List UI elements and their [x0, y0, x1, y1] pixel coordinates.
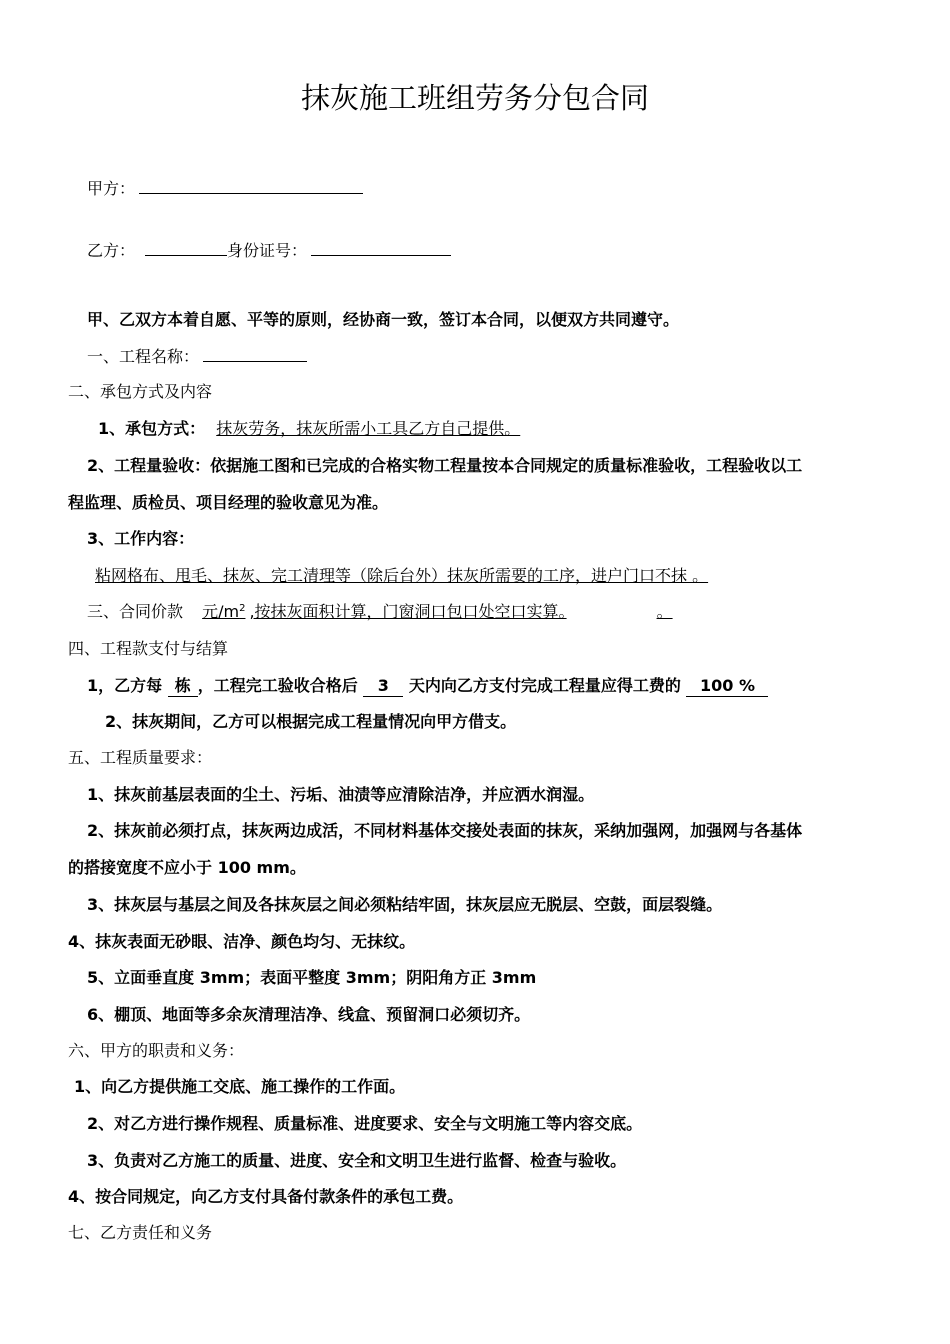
- section-5-heading: 五、工程质量要求：: [68, 748, 213, 767]
- section-5-item-6: 6、棚顶、地面等多余灰清理洁净、线盒、预留洞口必须切齐。: [87, 1005, 531, 1024]
- document-title: 抹灰施工班组劳务分包合同: [300, 81, 649, 115]
- party-a-line: [87, 177, 363, 200]
- section-5-item-4: 4、抹灰表面无砂眼、洁净、颜色均匀、无抹纹。: [68, 932, 416, 951]
- section-5-item-2-line2: 的搭接宽度不应小于 100 mm。: [68, 858, 306, 877]
- section-5-item-3: 3、抹灰层与基层之间及各抹灰层之间必须粘结牢固，抹灰层应无脱层、空鼓，面层裂缝。: [87, 895, 723, 914]
- payment-unit: 栋: [168, 676, 198, 697]
- section-2-item-1: [98, 418, 534, 440]
- section-3-line: [87, 601, 681, 623]
- id-number-blank[interactable]: [311, 239, 451, 256]
- price-value: ,按抹灰面积计算，门窗洞口包口处空口实算。: [249, 602, 567, 621]
- section-5-item-2-line1: 2、抹灰前必须打点，抹灰两边成活，不同材料基体交接处表面的抹灰，采纳加强网，加强网与各基体: [87, 821, 803, 840]
- id-label: 身份证号：: [227, 241, 308, 260]
- section-7-heading: 七、乙方责任和义务: [68, 1223, 213, 1242]
- section-2-item-2-line2: 程监理、质检员、项目经理的验收意见为准。: [68, 493, 389, 512]
- party-b-blank[interactable]: [145, 239, 227, 256]
- work-content-line: [87, 565, 722, 587]
- section-6-item-3: 3、负责对乙方施工的质量、进度、安全和文明卫生进行监督、检查与验收。: [87, 1151, 627, 1170]
- section-1-line: [87, 345, 307, 368]
- party-a-label: 甲方：: [87, 179, 136, 198]
- price-unit: 元$/m^2$: [202, 602, 246, 621]
- section-6-item-1: 1、向乙方提供施工交底、施工操作的工作面。: [74, 1077, 406, 1096]
- section-4-item-2: 2、抹灰期间，乙方可以根据完成工程量情况向甲方借支。: [105, 712, 517, 731]
- section-2-item-3-label: 3、工作内容：: [87, 529, 195, 548]
- section-2-heading: 二、承包方式及内容: [68, 382, 213, 401]
- section-6-item-4: 4、按合同规定，向乙方支付具备付款条件的承包工费。: [68, 1187, 464, 1206]
- section-5-item-1: 1、抹灰前基层表面的尘土、污垢、油渍等应清除洁净，并应洒水润湿。: [87, 785, 595, 804]
- payment-text-a: 1，乙方每: [87, 676, 163, 695]
- work-content-value: 粘网格布、甩毛、抹灰、完工清理等（除后台外）抹灰所需要的工序，进户门口不抹 。: [95, 566, 709, 585]
- payment-days: 3: [363, 676, 403, 697]
- project-name-blank[interactable]: [203, 345, 307, 362]
- section-6-heading: 六、甲方的职责和义务：: [68, 1041, 245, 1060]
- section-1-heading: 一、工程名称：: [87, 347, 200, 366]
- section-5-item-5: 5、立面垂直度 3mm；表面平整度 3mm；阴阳角方正 3mm: [87, 968, 537, 987]
- section-3-label: 三、合同价款: [87, 602, 184, 621]
- preamble: 甲、乙双方本着自愿、平等的原则，经协商一致，签订本合同，以便双方共同遵守。: [87, 310, 680, 329]
- price-end: 。: [656, 602, 673, 621]
- payment-percent: 100 %: [686, 676, 768, 697]
- section-2-item-2-line1: 2、工程量验收：依据施工图和已完成的合格实物工程量按本合同规定的质量标准验收，工程验收以工: [87, 456, 803, 475]
- contract-mode-label: 1、承包方式：: [98, 419, 206, 438]
- section-6-item-2: 2、对乙方进行操作规程、质量标准、进度要求、安全与文明施工等内容交底。: [87, 1114, 643, 1133]
- section-4-heading: 四、工程款支付与结算: [68, 639, 229, 658]
- party-b-label: 乙方：: [87, 241, 136, 260]
- party-a-blank[interactable]: [139, 177, 363, 194]
- party-b-line: [87, 239, 451, 262]
- payment-text-b: ，工程完工验收合格后: [197, 676, 358, 695]
- section-4-item-1: [87, 675, 768, 697]
- contract-mode-value: 抹灰劳务，抹灰所需小工具乙方自己提供。: [216, 419, 521, 438]
- payment-text-c: 天内向乙方支付完成工程量应得工费的: [408, 676, 681, 695]
